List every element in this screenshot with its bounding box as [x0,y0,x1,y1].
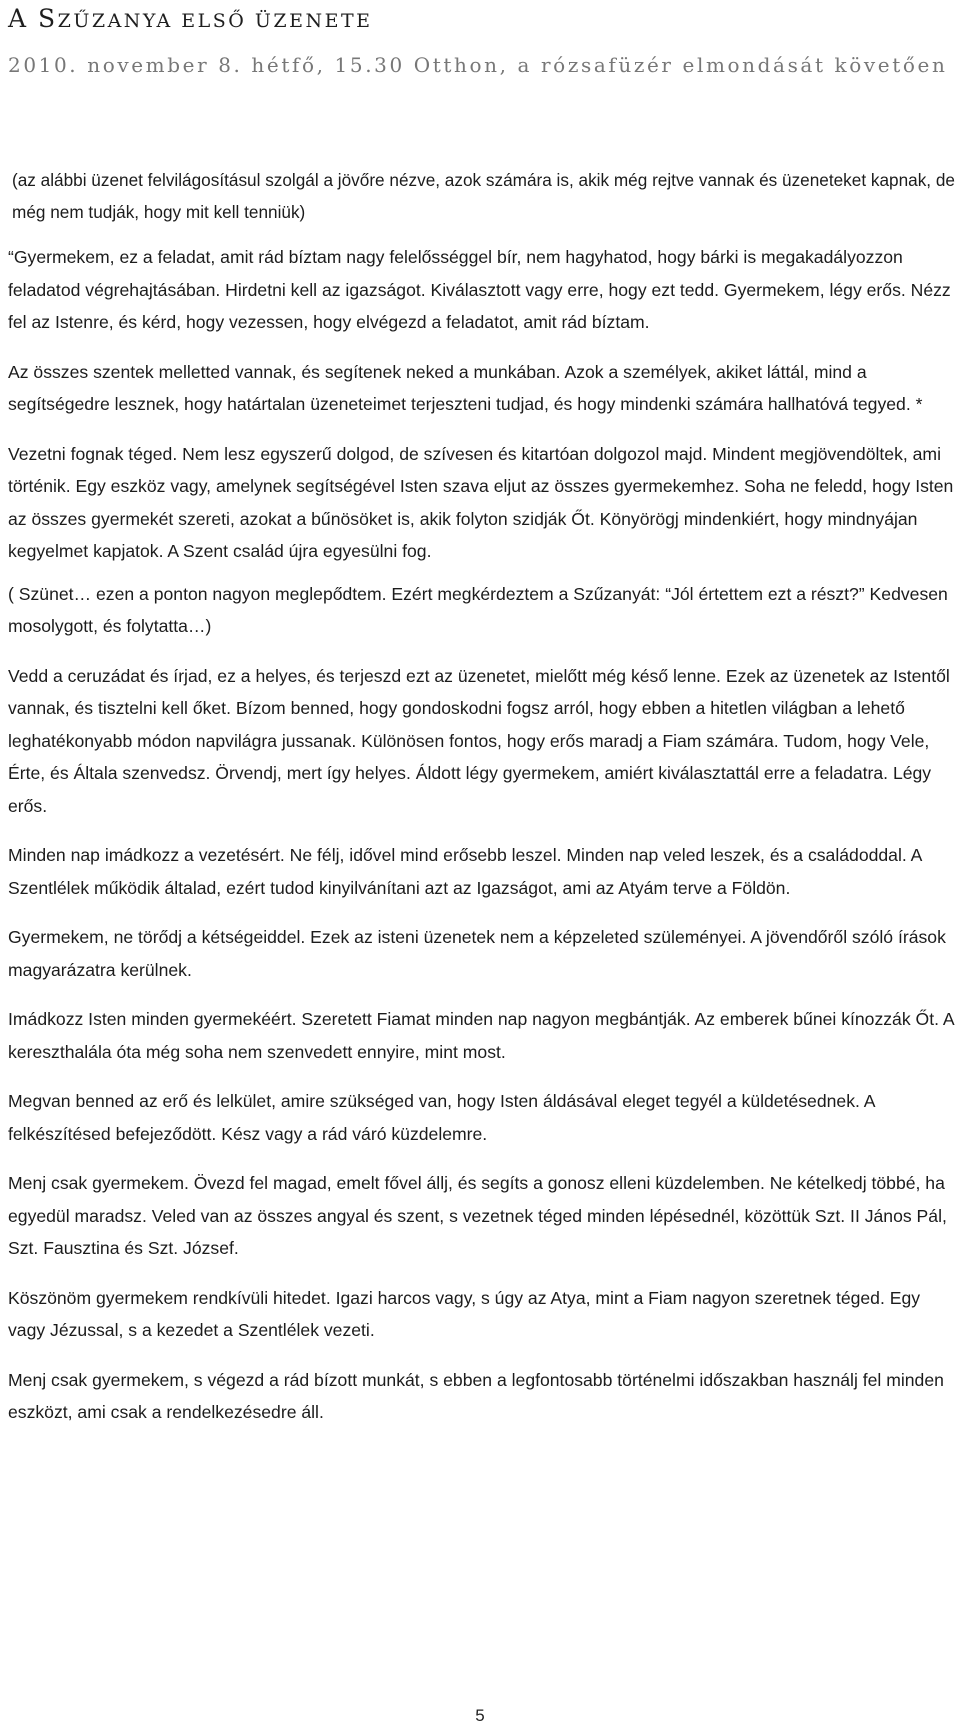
paragraph: Minden nap imádkozz a vezetésért. Ne félj, idővel mind erősebb leszel. Minden nap veled leszek, és a családoddal. A Szentlélek működik általad, ezért tudod kinyilvánítani azt az Igazságot, ami az Atyám terve a Földön. [8,845,922,898]
paragraph: Megvan benned az erő és lelkület, amire szükséged van, hogy Isten áldásával eleget tegyél a küldetésednek. A felkészítésed befejeződött. Kész vagy a rád váró küzdelemre. [8,1091,875,1144]
paragraph: Imádkozz Isten minden gyermekéért. Szeretett Fiamat minden nap nagyon megbántják. Az emberek bűnei kínozzák Őt. A kereszthalála óta még soha nem szenvedett ennyire, mint most. [8,1009,954,1062]
intro-note: (az alábbi üzenet felvilágosításul szolgál a jövőre nézve, azok számára is, akik még rejtve vannak és üzeneteket kapnak, de még nem tudják, hogy mit kell tenniük) [12,170,955,222]
page-number: 5 [475,1706,485,1725]
title-rest: SZŰZANYA ELSŐ ÜZENETE [38,4,373,33]
paragraph: Köszönöm gyermekem rendkívüli hitedet. Igazi harcos vagy, s úgy az Atya, mint a Fiam nagyon szeretnek téged. Egy vagy Jézussal, s a kezedet a Szentlélek vezeti. [8,1287,921,1340]
paragraph: Gyermekem, ne törődj a kétségeiddel. Ezek az isteni üzenetek nem a képzeleted szüleményei. A jövendőről szóló írások magyarázatra kerülnek. [8,927,946,980]
paragraph: “Gyermekem, ez a feladat, amit rád bíztam nagy felelősséggel bír, nem hagyhatod, hogy bárki is megakadályozzon feladatod végrehajtásában. Hirdetni kell az igazságot. Kiválasztott vagy erre, hogy ezt tedd. Gyermekem, légy erős. Nézz fel az Istenre, és kérd, hogy vezessen, hogy elvégezd a feladatot, amit rád bíztam. [8,247,951,332]
paragraph: Vedd a ceruzádat és írjad, ez a helyes, és terjeszd ezt az üzenetet, mielőtt még késő lenne. Ezek az üzenetek az Istentől vannak, és tisztelni kell őket. Bízom benned, hogy gondoskodni fogsz arról, hogy ebben a hitetlen világban a lehető leghatékonyabb módon napvilágra jussanak. Különösen fontos, hogy erős maradj a Fiam számára. Tudom, hogy Vele, Érte, és Általa szenvedsz. Örvendj, mert így helyes. Áldott légy gyermekem, amiért kiválasztattál erre a feladatra. Légy erős. [8,665,950,816]
title-initial: A [8,4,29,33]
paragraph: Az összes szentek melletted vannak, és segítenek neked a munkában. Azok a személyek, akiket láttál, mind a segítségedre lesznek, hogy határtalan üzeneteimet terjeszteni tudjad, és hogy mindenki számára hallhatóvá tegyed. * [8,361,923,414]
paragraph: Menj csak gyermekem, s végezd a rád bízott munkát, s ebben a legfontosabb történelmi időszakban használj fel minden eszközt, ami csak a rendelkezésedre áll. [8,1369,944,1422]
paragraph: Menj csak gyermekem. Övezd fel magad, emelt fővel állj, és segíts a gonosz elleni küzdelemben. Ne kételkedj többé, ha egyedül maradsz. Veled van az összes angyal és szent, s vezetnek téged minden lépésednél, közöttük Szt. II János Pál, Szt. Fausztina és Szt. József. [8,1173,947,1258]
message-dateline: 2010. november 8. hétfő, 15.30 Otthon, a rózsafüzér elmondását követően [8,53,948,77]
paragraph: Vezetni fognak téged. Nem lesz egyszerű dolgod, de szívesen és kitartóan dolgozol majd. Mindent megjövendöltek, ami történik. Egy eszköz vagy, amelynek segítségével Isten szava eljut az összes gyermekemhez. Soha ne feledd, hogy Isten az összes gyermekét szereti, azokat a bűnösöket is, akik folyton szidják Őt. Könyörögj mindenkiért, hogy mindnyájan kegyelmet kapjatok. A Szent család újra egyesülni fog. [8,443,954,561]
paragraph: ( Szünet… ezen a ponton nagyon meglepődtem. Ezért megkérdeztem a Szűzanyát: “Jól értettem ezt a részt?” Kedvesen mosolygott, és folytatta…) [8,583,948,636]
message-body [8,165,956,1429]
message-title [8,4,373,33]
